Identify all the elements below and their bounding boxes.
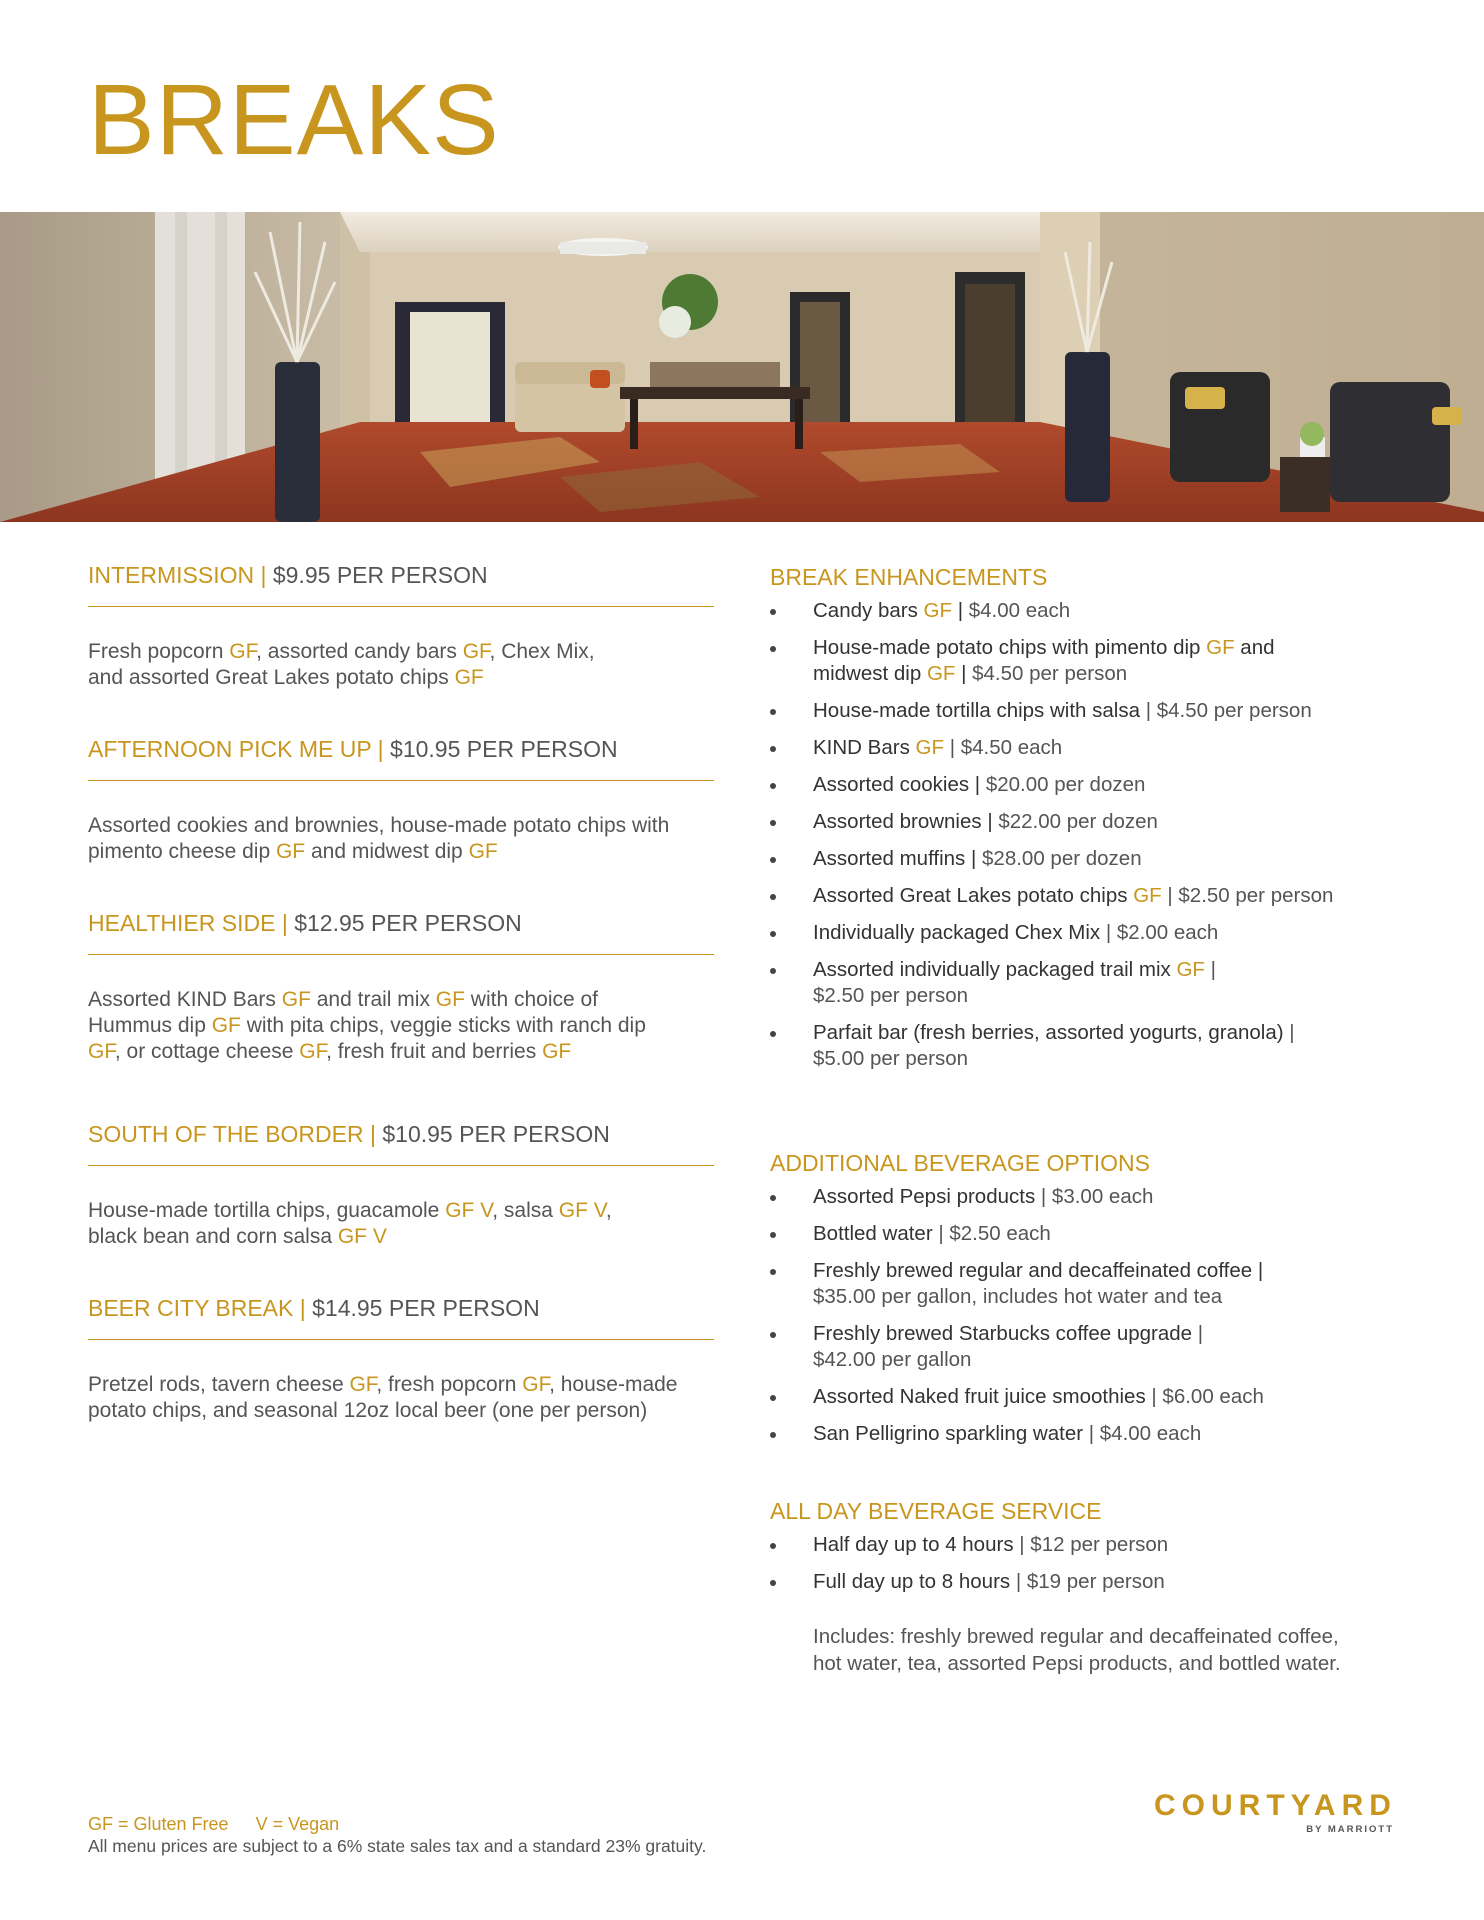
package-name: AFTERNOON PICK ME UP | (88, 736, 384, 762)
list-item (770, 846, 1430, 872)
dietary-tag: GF (88, 1040, 115, 1063)
item-text: Assorted cookies and brownies, house-made potato chips with (88, 814, 670, 837)
break-packages (88, 560, 714, 1424)
item-text: Pretzel rods, tavern cheese (88, 1373, 350, 1396)
package-description (88, 607, 714, 734)
dietary-tag: GF (454, 666, 484, 689)
item-name: Assorted cookies | (813, 773, 981, 796)
all-day-beverage-section (770, 1496, 1430, 1677)
dietary-tag: GF (281, 988, 311, 1011)
item-text: with choice of (464, 988, 599, 1011)
item-text: House-made tortilla chips, guacamole (88, 1199, 446, 1222)
item-text: | $6.00 each (1145, 1385, 1264, 1408)
item-text: black bean and corn salsa (88, 1225, 338, 1248)
package-header (88, 1293, 714, 1340)
list-item (770, 809, 1430, 835)
package-price: $10.95 PER PERSON (390, 736, 618, 762)
item-name: KIND Bars (813, 736, 916, 759)
item-name: Candy bars (813, 599, 924, 622)
item-name: Assorted individually packaged trail mix (813, 958, 1177, 981)
item-text: , fresh fruit and berries (326, 1040, 543, 1063)
tax-note: All menu prices are subject to a 6% state sales tax and a standard 23% gratuity. (88, 1836, 707, 1856)
list-item (770, 883, 1430, 909)
package-price: $9.95 PER PERSON (272, 562, 488, 588)
package-afternoon-pick-me-up (88, 734, 714, 908)
list-item (770, 920, 1430, 946)
item-text: | $3.00 each (1035, 1185, 1154, 1208)
dietary-tag: GF (542, 1040, 572, 1063)
dietary-tag: GF (299, 1040, 327, 1063)
list-item (770, 1569, 1430, 1595)
item-text: $35.00 per gallon, includes hot water and tea (813, 1285, 1223, 1308)
item-name: | (952, 599, 969, 622)
package-name: SOUTH OF THE BORDER | (88, 1121, 376, 1147)
package-intermission (88, 560, 714, 734)
item-text: $20.00 per dozen (980, 773, 1146, 796)
item-text: $28.00 per dozen (976, 847, 1142, 870)
item-text: | $2.50 each (932, 1222, 1051, 1245)
dietary-tag: GF (522, 1373, 550, 1396)
item-name: San Pelligrino sparkling water (813, 1422, 1084, 1445)
package-description (88, 955, 714, 1119)
item-text: | $4.50 each (944, 736, 1063, 759)
break-enhancements-section (770, 562, 1430, 1148)
item-name: House-made potato chips with pimento dip (813, 636, 1207, 659)
package-description (88, 1166, 714, 1293)
item-name: midwest dip (813, 662, 927, 685)
note-line: Includes: freshly brewed regular and decaffeinated coffee, (813, 1625, 1339, 1648)
dietary-tag: GF V (445, 1199, 493, 1222)
item-text: and midwest dip (305, 840, 469, 863)
item-text: with pita chips, veggie sticks with ranch dip (240, 1014, 646, 1037)
dietary-tag: GF (435, 988, 465, 1011)
item-text: , salsa (492, 1199, 559, 1222)
package-header (88, 1119, 714, 1166)
item-text: , fresh popcorn (376, 1373, 523, 1396)
item-name: Bottled water (813, 1222, 933, 1245)
item-text: Hummus dip (88, 1014, 212, 1037)
legend-gluten-free: GF = Gluten Free (88, 1814, 229, 1834)
item-text: | $12 per person (1013, 1533, 1169, 1556)
item-text: Fresh popcorn (88, 640, 230, 663)
item-text: potato chips, and seasonal 12oz local beer (one per person) (88, 1399, 648, 1422)
package-name: INTERMISSION | (88, 562, 267, 588)
dietary-tag: GF (1176, 958, 1205, 981)
section-title: ALL DAY BEVERAGE SERVICE (770, 1498, 1102, 1524)
courtyard-logo (1154, 1789, 1397, 1835)
footer (88, 1813, 706, 1857)
item-text: $5.00 per person (813, 1047, 969, 1070)
item-name: Full day up to 8 hours (813, 1570, 1011, 1593)
item-name: Individually packaged Chex Mix (813, 921, 1101, 944)
item-name: Half day up to 4 hours (813, 1533, 1014, 1556)
list-item (770, 1321, 1430, 1373)
item-text: | (1192, 1322, 1204, 1345)
dietary-tag: GF (275, 840, 306, 863)
item-text: , Chex Mix, (489, 640, 595, 663)
dietary-tag: GF (462, 640, 490, 663)
page-title: BREAKS (88, 64, 500, 176)
hero-image (0, 212, 1484, 522)
list-item (770, 735, 1430, 761)
package-name: BEER CITY BREAK | (88, 1295, 306, 1321)
item-text: , or cottage cheese (114, 1040, 300, 1063)
item-text: $4.00 each (968, 599, 1071, 622)
item-text: | (1204, 958, 1216, 981)
item-text: | $4.00 each (1083, 1422, 1202, 1445)
item-text: | $19 per person (1010, 1570, 1165, 1593)
list-item (770, 1020, 1430, 1072)
package-price: $12.95 PER PERSON (294, 910, 522, 936)
dietary-tag: GF (229, 640, 257, 663)
list-item (770, 1258, 1430, 1310)
dietary-tag: GF (926, 662, 956, 685)
dietary-tag: GF (349, 1373, 377, 1396)
package-header (88, 734, 714, 781)
dietary-tag: GF V (558, 1199, 606, 1222)
item-name: Parfait bar (fresh berries, assorted yogurts, granola) (813, 1021, 1284, 1044)
item-text: , assorted candy bars (256, 640, 463, 663)
item-text: | $2.00 each (1100, 921, 1219, 944)
section-title: ADDITIONAL BEVERAGE OPTIONS (770, 1150, 1151, 1176)
list-item (770, 598, 1430, 624)
item-name: Assorted muffins | (813, 847, 977, 870)
section-title: BREAK ENHANCEMENTS (770, 564, 1048, 590)
package-south-of-the-border (88, 1119, 714, 1293)
note-line: hot water, tea, assorted Pepsi products, and bottled water. (813, 1652, 1341, 1675)
package-header (88, 908, 714, 955)
meeting-room-photo (0, 212, 1484, 522)
item-text: $22.00 per dozen (992, 810, 1158, 833)
list-item (770, 635, 1430, 687)
item-name: House-made tortilla chips with salsa (813, 699, 1140, 722)
dietary-tag: GF (468, 840, 498, 863)
list-item (770, 698, 1430, 724)
item-text: | $2.50 per person (1161, 884, 1334, 907)
all-day-note (770, 1623, 1430, 1677)
item-text: $42.00 per gallon (813, 1348, 972, 1371)
item-name: Assorted Great Lakes potato chips (813, 884, 1134, 907)
beverages-list (770, 1184, 1430, 1447)
legend-vegan: V = Vegan (255, 1814, 340, 1834)
list-item (770, 1532, 1430, 1558)
item-text: and trail mix (310, 988, 436, 1011)
dietary-tag: GF (1206, 636, 1235, 659)
item-text: | (1283, 1021, 1295, 1044)
package-description (88, 1340, 714, 1424)
list-item (770, 1384, 1430, 1410)
package-price: $10.95 PER PERSON (382, 1121, 610, 1147)
item-name: Assorted Pepsi products (813, 1185, 1036, 1208)
list-item (770, 1421, 1430, 1447)
dietary-tag: GF V (337, 1225, 387, 1248)
dietary-tag: GF (211, 1014, 241, 1037)
package-header (88, 560, 714, 607)
enhancements-list (770, 598, 1430, 1072)
item-name: Freshly brewed regular and decaffeinated coffee | (813, 1259, 1264, 1282)
item-text: , (605, 1199, 612, 1222)
item-text: , house-made (549, 1373, 678, 1396)
item-text: | $4.50 per person (1140, 699, 1312, 722)
extras-column (770, 562, 1430, 1677)
item-text: $2.50 per person (813, 984, 969, 1007)
list-item (770, 957, 1430, 1009)
package-description (88, 781, 714, 908)
item-text: Assorted KIND Bars (88, 988, 282, 1011)
dietary-tag: GF (915, 736, 944, 759)
package-beer-city-break (88, 1293, 714, 1424)
item-text: and assorted Great Lakes potato chips (88, 666, 455, 689)
logo-brand: COURTYARD (1154, 1789, 1397, 1822)
package-healthier-side (88, 908, 714, 1119)
list-item (770, 1221, 1430, 1247)
item-name: Freshly brewed Starbucks coffee upgrade (813, 1322, 1193, 1345)
list-item (770, 1184, 1430, 1210)
item-name: | (955, 662, 973, 685)
all-day-list (770, 1532, 1430, 1595)
item-text: $4.50 per person (972, 662, 1128, 685)
dietary-tag: GF (1133, 884, 1162, 907)
package-name: HEALTHIER SIDE | (88, 910, 288, 936)
package-price: $14.95 PER PERSON (312, 1295, 540, 1321)
dietary-legend (88, 1813, 706, 1835)
list-item (770, 772, 1430, 798)
logo-sub: BY MARRIOTT (1306, 1824, 1394, 1835)
dietary-tag: GF (923, 599, 952, 622)
item-text: pimento cheese dip (88, 840, 276, 863)
additional-beverages-section (770, 1148, 1430, 1496)
item-name: Assorted Naked fruit juice smoothies (813, 1385, 1146, 1408)
item-name: Assorted brownies | (813, 810, 993, 833)
item-name: and (1234, 636, 1275, 659)
